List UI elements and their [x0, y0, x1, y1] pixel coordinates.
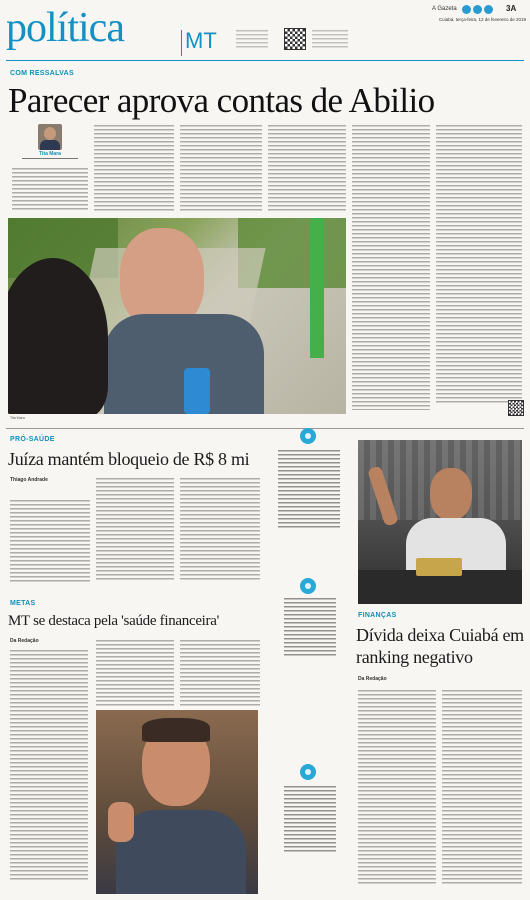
story-two-headline: Juíza mantém bloqueio de R$ 8 mi — [8, 449, 250, 469]
story-four-kicker: FINANÇAS — [358, 612, 397, 619]
story-four-headline — [356, 624, 526, 668]
lead-body-col-1 — [12, 168, 88, 212]
date-line: Cuiabá, terça-feira, 12 de fevereiro de 2019 — [438, 17, 526, 22]
story-three-photo — [96, 710, 258, 894]
page-number: 3A — [506, 4, 517, 13]
masthead-rule — [6, 60, 524, 61]
lead-body-col-4 — [268, 125, 346, 213]
story-three-col-3 — [180, 640, 260, 706]
masthead-promo-block — [312, 30, 348, 48]
note-icon-2 — [300, 578, 316, 594]
side-note-1 — [278, 450, 340, 528]
lead-body-col-2 — [94, 125, 174, 213]
region-label: MT — [185, 28, 217, 53]
story-four-byline: Da Redação — [358, 676, 387, 682]
story-three-headline: MT se destaca pela 'saúde financeira' — [8, 613, 220, 629]
note-icon-1 — [300, 428, 316, 444]
twitter-icon — [473, 5, 482, 14]
social-icons — [462, 5, 502, 15]
story-four-headline-text: Dívida deixa Cuiabá em ranking negativo — [356, 625, 524, 667]
story-four-col-2 — [442, 690, 522, 886]
paper-name: A Gazeta — [432, 6, 457, 12]
lead-photo-credit: Tita Mara — [10, 416, 25, 420]
story-three-col-2 — [96, 640, 174, 706]
story-two-col-2 — [96, 478, 174, 582]
story-two-kicker: PRÓ-SAÚDE — [10, 436, 55, 443]
side-note-2 — [284, 598, 336, 656]
story-two-byline: Thiago Andrade — [10, 477, 48, 483]
story-three-col-1 — [10, 650, 88, 882]
masthead-info-block — [236, 30, 268, 48]
story-four-photo — [358, 440, 522, 604]
lead-body-col-6 — [436, 125, 522, 405]
note-icon-3 — [300, 764, 316, 780]
lead-kicker: COM RESSALVAS — [10, 70, 74, 77]
section-rule — [6, 428, 524, 429]
author-photo — [38, 124, 62, 150]
section-divider — [181, 30, 182, 56]
story-two-col-3 — [180, 478, 260, 582]
instagram-icon — [484, 5, 493, 14]
lead-photo — [8, 218, 346, 414]
lead-qr-icon — [508, 400, 524, 416]
section-title: política — [6, 5, 124, 51]
story-three-byline: Da Redação — [10, 638, 39, 644]
masthead — [0, 0, 530, 68]
author-name: Tita Mara — [39, 151, 61, 157]
lead-body-col-5 — [352, 125, 430, 410]
author-rule — [22, 158, 78, 159]
facebook-icon — [462, 5, 471, 14]
lead-headline: Parecer aprova contas de Abilio — [8, 81, 435, 120]
story-two-col-1 — [10, 500, 90, 582]
story-three-kicker: METAS — [10, 600, 36, 607]
side-note-3 — [284, 786, 336, 852]
qr-code-icon — [284, 28, 306, 50]
story-four-col-1 — [358, 690, 436, 886]
lead-body-col-3 — [180, 125, 262, 213]
